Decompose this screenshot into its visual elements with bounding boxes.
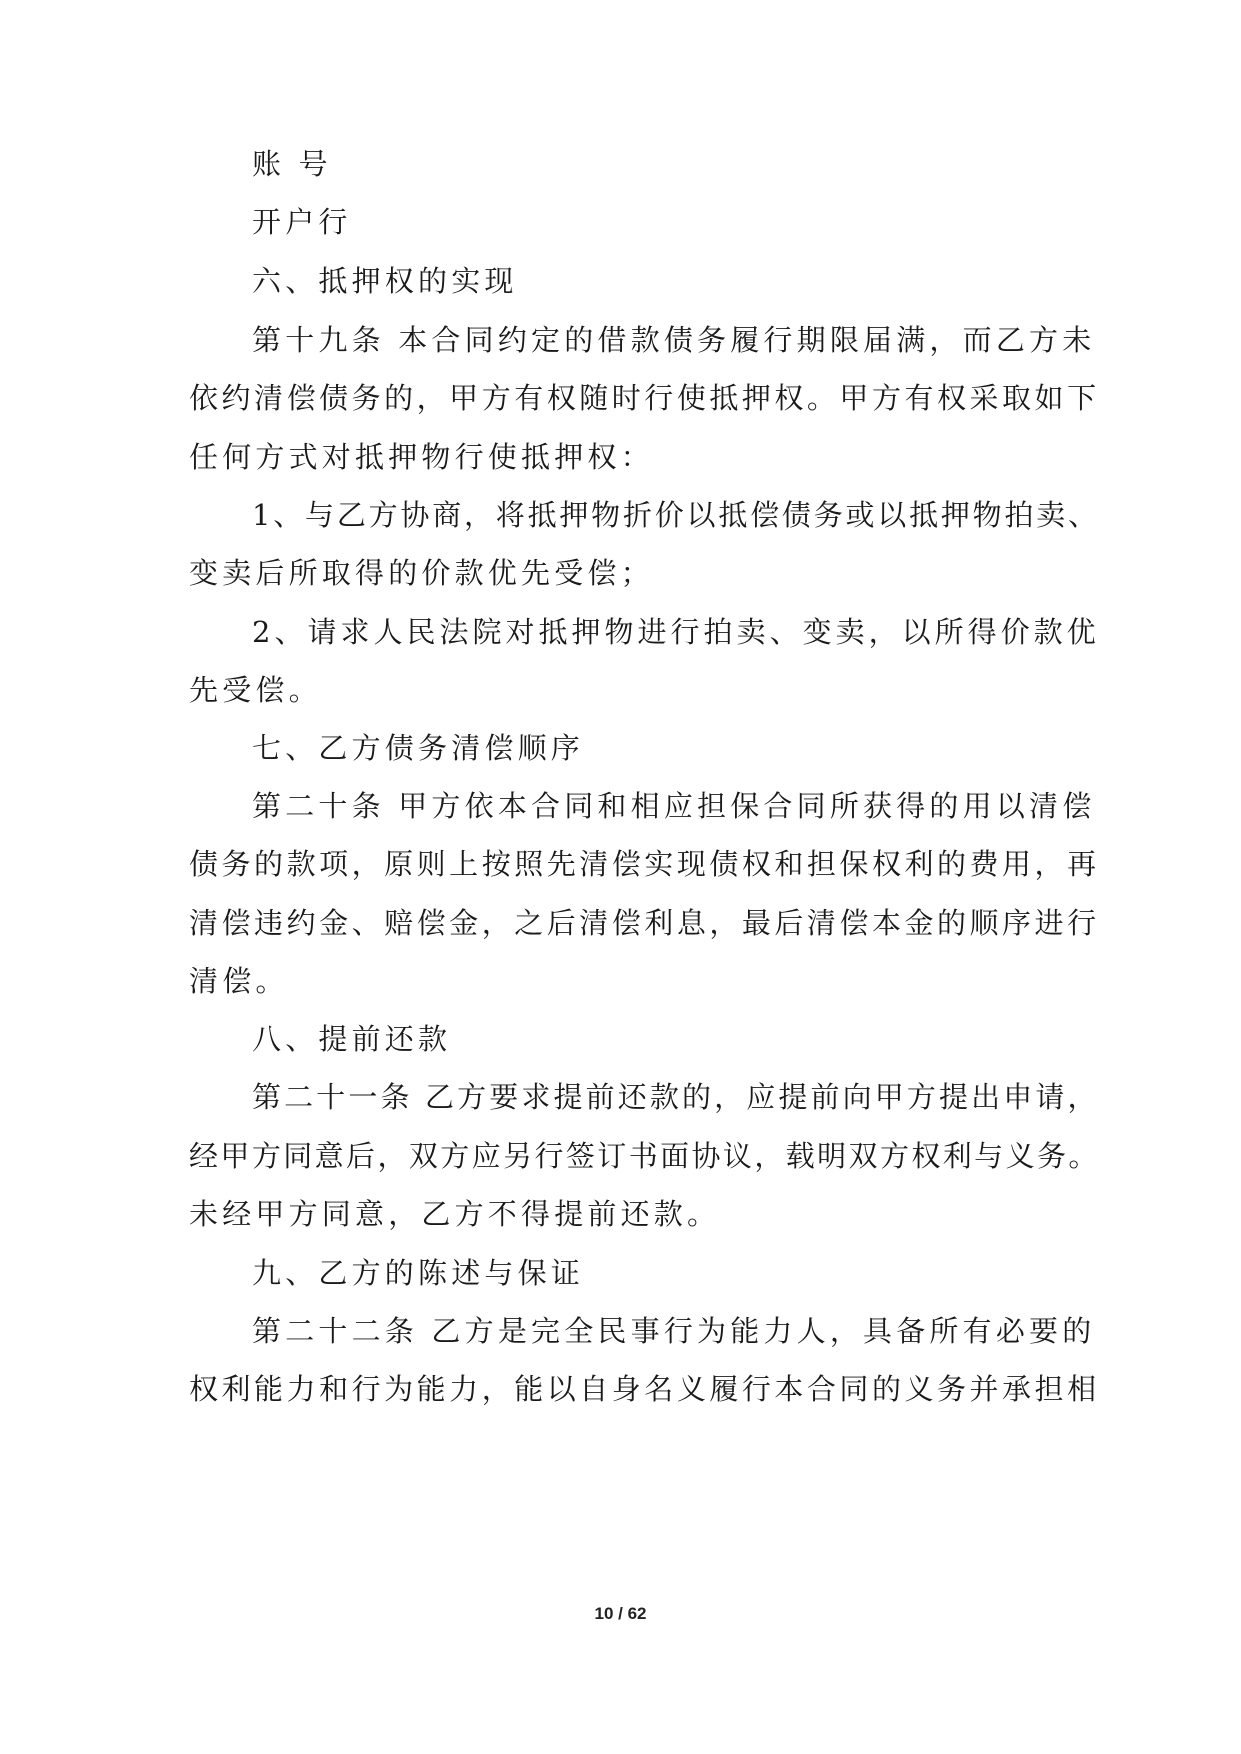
paragraph-line: 第十九条 本合同约定的借款债务履行期限届满，而乙方未 (252, 323, 1096, 357)
section-heading-8: 八、提前还款 (252, 1022, 452, 1056)
paragraph-line: 变卖后所取得的价款优先受偿； (189, 556, 654, 590)
paragraph-line: 任何方式对抵押物行使抵押权： (189, 440, 654, 474)
paragraph-line: 第二十条 甲方依本合同和相应担保合同所获得的用以清偿 (252, 789, 1096, 823)
paragraph-line: 第二十二条 乙方是完全民事行为能力人，具备所有必要的 (252, 1314, 1096, 1348)
paragraph-line: 债务的款项，原则上按照先清偿实现债权和担保权利的费用，再 (189, 847, 1100, 881)
paragraph-line: 1、与乙方协商，将抵押物折价以抵偿债务或以抵押物拍卖、 (252, 498, 1100, 532)
paragraph-line: 清偿违约金、赔偿金，之后清偿利息，最后清偿本金的顺序进行 (189, 906, 1100, 940)
paragraph-line: 第二十一条 乙方要求提前还款的，应提前向甲方提出申请， (252, 1080, 1100, 1114)
paragraph-line: 依约清偿债务的，甲方有权随时行使抵押权。甲方有权采取如下 (189, 381, 1100, 415)
section-heading-9: 九、乙方的陈述与保证 (252, 1256, 585, 1290)
paragraph-line: 经甲方同意后，双方应另行签订书面协议，载明双方权利与义务。 (189, 1139, 1100, 1173)
bank-label: 开户行 (252, 205, 352, 239)
paragraph-line: 权利能力和行为能力，能以自身名义履行本合同的义务并承担相 (189, 1372, 1100, 1406)
section-heading-7: 七、乙方债务清偿顺序 (252, 731, 585, 765)
paragraph-line: 清偿。 (189, 964, 289, 998)
paragraph-line: 未经甲方同意，乙方不得提前还款。 (189, 1197, 721, 1231)
section-heading-6: 六、抵押权的实现 (252, 264, 518, 298)
page-number: 10 / 62 (594, 1604, 647, 1623)
account-number-label: 账 号 (252, 147, 332, 181)
paragraph-line: 2、请求人民法院对抵押物进行拍卖、变卖，以所得价款优 (252, 615, 1100, 649)
paragraph-line: 先受偿。 (189, 673, 322, 707)
